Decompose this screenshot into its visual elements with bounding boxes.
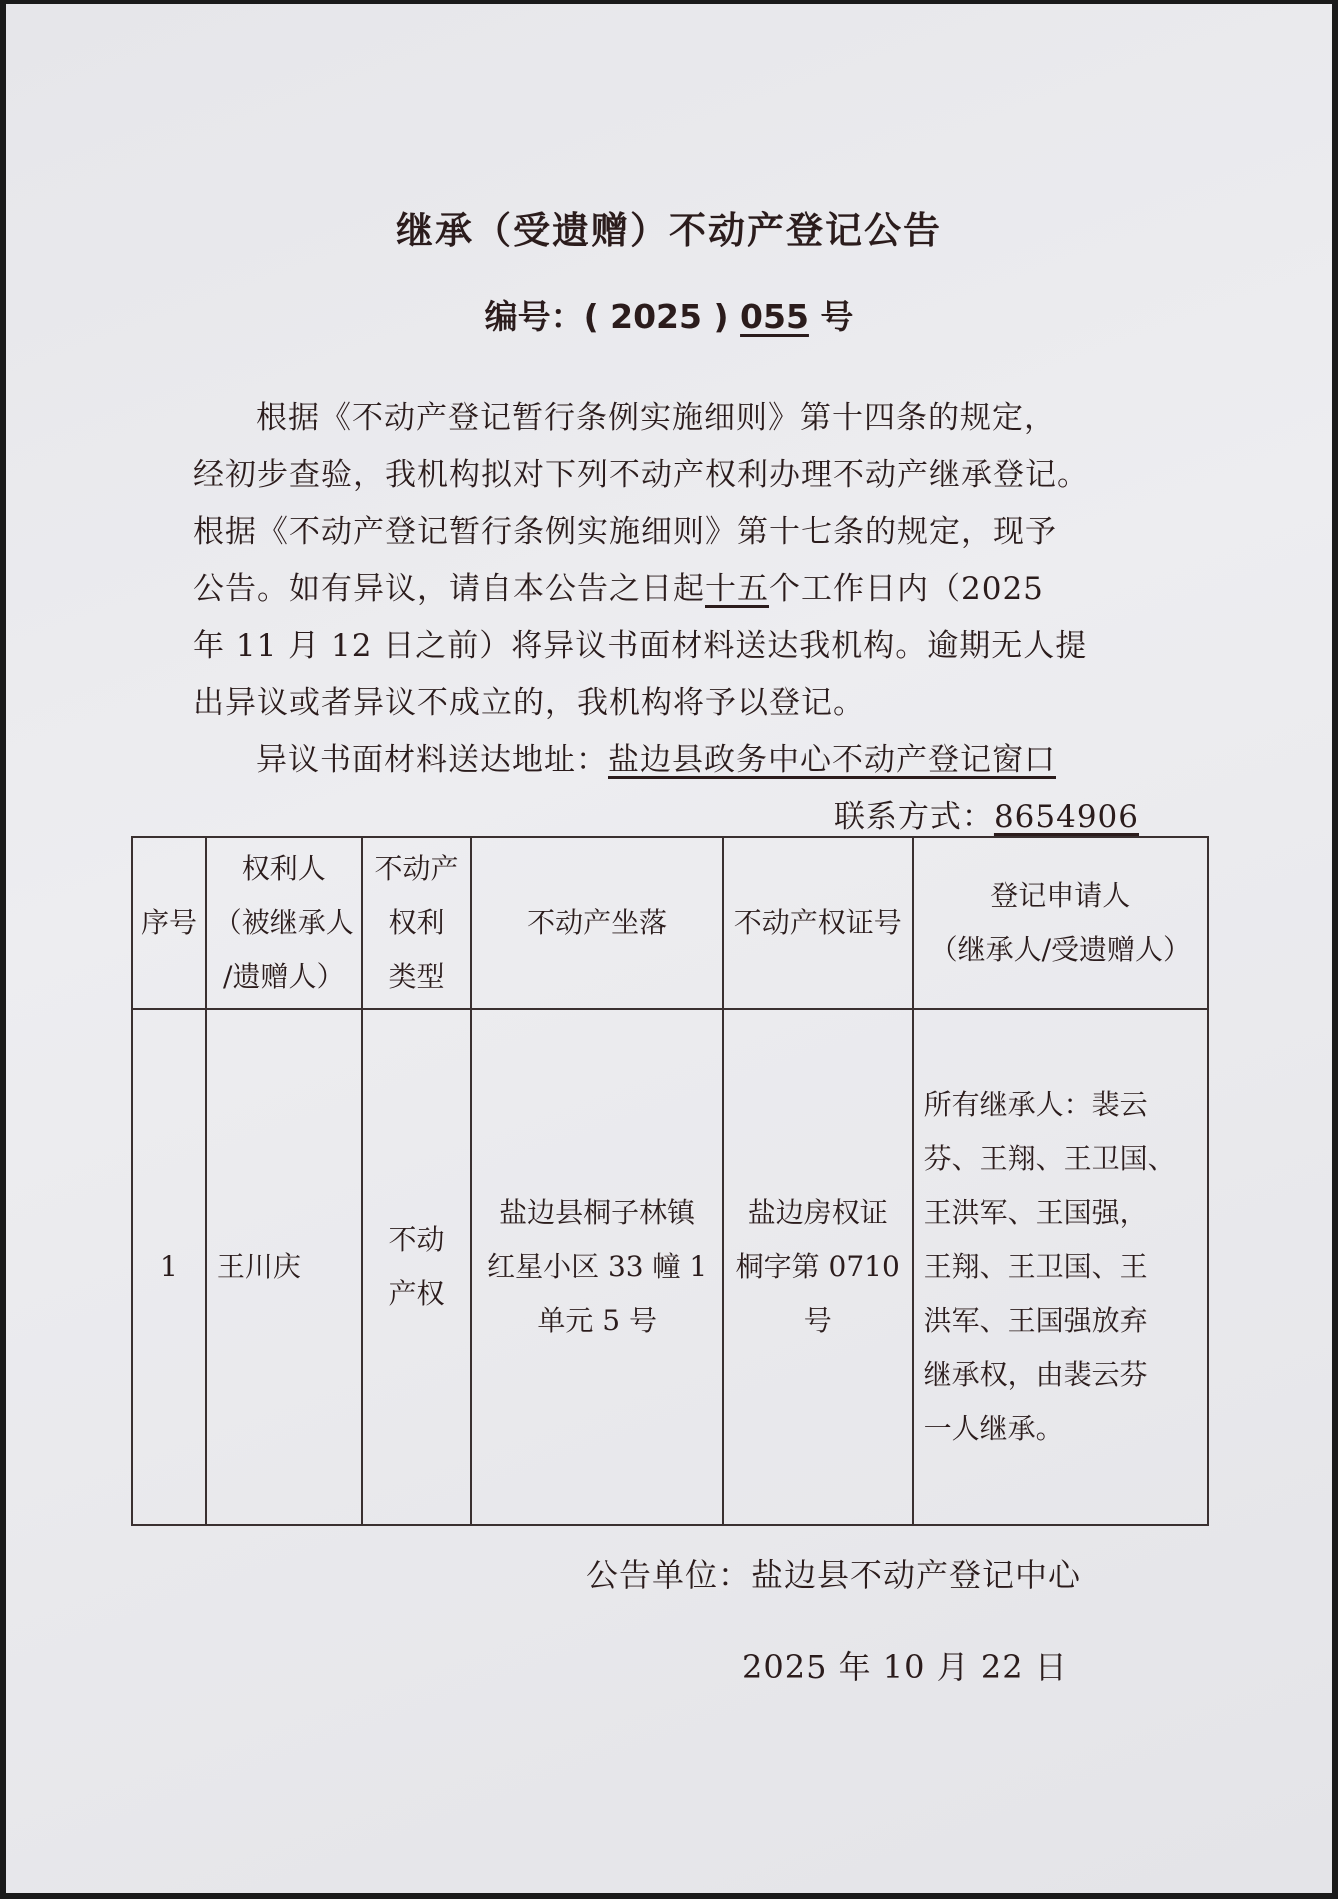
cell-cert-line: 盐边房权证 bbox=[747, 1196, 888, 1229]
issuing-unit: 公告单位：盐边县不动产登记中心 bbox=[586, 1556, 1082, 1594]
header-applicant-line: 登记申请人 bbox=[990, 879, 1131, 912]
contact-label: 联系方式： bbox=[833, 799, 994, 835]
table-header-row bbox=[132, 837, 1208, 1009]
address-label: 异议书面材料送达地址： bbox=[256, 742, 608, 778]
body-line bbox=[193, 561, 1153, 618]
issue-date: 2025 年 10 月 22 日 bbox=[742, 1648, 1068, 1686]
cell-applicant-line: 一人继承。 bbox=[923, 1412, 1064, 1445]
header-certificate: 不动产权证号 bbox=[723, 837, 913, 1009]
cell-applicant-line: 洪军、王国强放弃 bbox=[923, 1304, 1148, 1337]
header-type-line: 权利 bbox=[388, 906, 445, 939]
cell-type-line: 产权 bbox=[388, 1277, 445, 1310]
cell-certificate bbox=[723, 1009, 913, 1525]
header-right-type bbox=[362, 837, 472, 1009]
header-holder bbox=[206, 837, 362, 1009]
number-value: 055 bbox=[740, 297, 809, 336]
header-type-line: 不动产 bbox=[374, 852, 459, 885]
cell-location bbox=[471, 1009, 722, 1525]
objection-days: 十五 bbox=[705, 571, 769, 607]
header-holder-line: /遗赠人） bbox=[223, 960, 345, 993]
registration-table bbox=[131, 836, 1209, 1526]
header-holder-line: 权利人 bbox=[241, 852, 326, 885]
contact-value: 8654906 bbox=[993, 799, 1139, 835]
cell-applicant-line: 所有继承人：裴云 bbox=[923, 1088, 1148, 1121]
cell-applicant-line: 芬、王翔、王卫国、 bbox=[923, 1142, 1176, 1175]
cell-applicant-line: 王洪军、王国强， bbox=[923, 1196, 1148, 1229]
notice-paper bbox=[6, 4, 1332, 1893]
body-segment: 个工作日内（2025 bbox=[769, 571, 1044, 607]
header-location: 不动产坐落 bbox=[471, 837, 722, 1009]
table-row bbox=[132, 1009, 1208, 1525]
body-segment: 公告。如有异议，请自本公告之日起 bbox=[193, 571, 705, 607]
address-value: 盐边县政务中心不动产登记窗口 bbox=[608, 742, 1056, 778]
notice-title: 继承（受遗赠）不动产登记公告 bbox=[396, 209, 942, 252]
body-line: 年 11 月 12 日之前）将异议书面材料送达我机构。逾期无人提 bbox=[193, 628, 1088, 664]
cell-seq: 1 bbox=[132, 1009, 206, 1525]
number-prefix: 编号：( 2025 ) bbox=[484, 297, 741, 336]
notice-number bbox=[6, 291, 1332, 338]
header-holder-line: （被继承人 bbox=[213, 906, 354, 939]
notice-body bbox=[193, 390, 1153, 846]
address-line bbox=[193, 732, 1153, 789]
body-line: 出异议或者异议不成立的，我机构将予以登记。 bbox=[193, 685, 865, 721]
cell-holder: 王川庆 bbox=[206, 1009, 362, 1525]
body-line: 根据《不动产登记暂行条例实施细则》第十四条的规定， bbox=[256, 400, 1056, 436]
cell-applicant-line: 王翔、王卫国、王 bbox=[923, 1250, 1148, 1283]
cell-location-line: 红星小区 33 幢 1 bbox=[487, 1250, 708, 1283]
number-suffix: 号 bbox=[808, 297, 854, 336]
header-seq: 序号 bbox=[132, 837, 206, 1009]
body-line: 根据《不动产登记暂行条例实施细则》第十七条的规定，现予 bbox=[193, 514, 1057, 550]
cell-right-type bbox=[362, 1009, 472, 1525]
header-applicant-line: （继承人/受遗赠人） bbox=[929, 933, 1191, 966]
header-applicant bbox=[913, 837, 1208, 1009]
cell-location-line: 盐边县桐子林镇 bbox=[499, 1196, 696, 1229]
cell-applicant bbox=[913, 1009, 1208, 1525]
cell-applicant-line: 继承权，由裴云芬 bbox=[923, 1358, 1148, 1391]
cell-cert-line: 桐字第 0710 bbox=[735, 1250, 900, 1283]
body-line: 经初步查验，我机构拟对下列不动产权利办理不动产继承登记。 bbox=[193, 457, 1089, 493]
cell-type-line: 不动 bbox=[388, 1223, 445, 1256]
cell-location-line: 单元 5 号 bbox=[537, 1304, 657, 1337]
cell-cert-line: 号 bbox=[803, 1304, 832, 1337]
header-type-line: 类型 bbox=[388, 960, 445, 993]
